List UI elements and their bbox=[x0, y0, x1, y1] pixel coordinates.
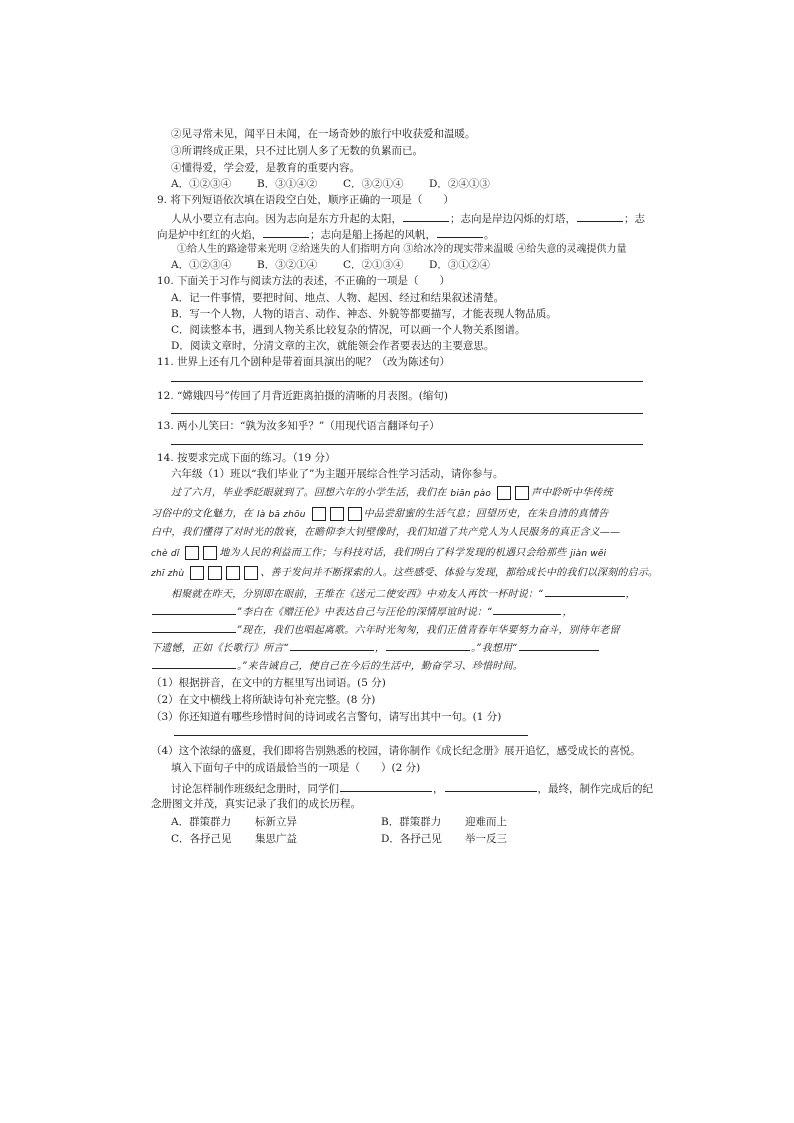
pinyin-bianpao: biān pào bbox=[450, 488, 492, 499]
answer-box[interactable] bbox=[497, 486, 511, 500]
q9-text: 人从小要立有志向。因为志向是东方升起的太阳， bbox=[171, 213, 402, 225]
passage-text: 。”来告诫自己，使自己在今后的生活中，勤奋学习、珍惜时间。 bbox=[237, 661, 523, 672]
q8-option-a[interactable]: A．①②③④ bbox=[171, 178, 232, 190]
q9-text: 。 bbox=[484, 229, 495, 241]
sentence-text: ，最终，制作完成后的纪 bbox=[537, 783, 653, 795]
q10-stem: 10. 下面关于习作与阅读方法的表述，不正确的一项是（ ） bbox=[157, 275, 451, 287]
q11-answer-line[interactable] bbox=[171, 381, 643, 382]
q9-option-d[interactable]: D．③①②④ bbox=[429, 259, 490, 271]
q9-option-a[interactable]: A．①②③④ bbox=[171, 259, 232, 271]
q14-passage-line6 bbox=[171, 586, 636, 601]
answer-box[interactable] bbox=[515, 486, 529, 500]
option-second: 标新立异 bbox=[255, 816, 297, 828]
q14-stem: 14. 按要求完成下面的练习。（19 分） bbox=[157, 452, 336, 464]
q14-sub4-sentence-2: 念册图文并茂，真实记录了我们的成长历程。 bbox=[151, 798, 361, 810]
q9-option-b[interactable]: B．③②①④ bbox=[257, 259, 318, 271]
poem-blank-5[interactable] bbox=[290, 640, 374, 651]
answer-box[interactable] bbox=[244, 566, 258, 580]
passage-text: ， bbox=[374, 643, 386, 654]
q14-option-b[interactable] bbox=[381, 816, 507, 829]
answer-box[interactable] bbox=[330, 507, 344, 521]
poem-blank-6[interactable] bbox=[386, 640, 470, 651]
answer-box[interactable] bbox=[348, 507, 362, 521]
passage-text: 、善于发问并不断探索的人。这些感受、体验与发现，都给成长中的我们以深刻的启示。 bbox=[260, 567, 659, 579]
q8-option-d[interactable]: D．②④①③ bbox=[429, 178, 490, 190]
q9-blank-4[interactable] bbox=[437, 227, 483, 238]
q14-sub2: （2）在文中横线上将所缺诗句补充完整。(8 分) bbox=[151, 694, 376, 706]
option-first: B．群策群力 bbox=[381, 816, 442, 828]
q10-option-c[interactable]: C．阅读整本书，遇到人物关系比较复杂的情况，可以画一个人物关系图谱。 bbox=[171, 324, 526, 336]
q11-stem: 11. 世界上还有几个剧种是带着面具演出的呢？（改为陈述句） bbox=[157, 356, 451, 368]
sentence-text: 讨论怎样制作班级纪念册时，同学们 bbox=[171, 783, 339, 795]
poem-blank-3[interactable] bbox=[493, 604, 561, 615]
q14-passage-line5 bbox=[151, 566, 658, 581]
option-second: 集思广益 bbox=[255, 833, 297, 845]
q14-intro: 六年级（1）班以“我们毕业了”为主题开展综合性学习活动，请你参与。 bbox=[171, 468, 504, 480]
q10-option-a[interactable]: A．记一件事情，要把时间、地点、人物、起因、经过和结果叙述清楚。 bbox=[171, 292, 505, 304]
q14-passage-line10 bbox=[151, 658, 523, 673]
q9-blank-2[interactable] bbox=[577, 211, 623, 222]
answer-box[interactable] bbox=[312, 507, 326, 521]
idiom-blank-2[interactable] bbox=[445, 781, 537, 792]
q9-paragraph-line1 bbox=[171, 211, 645, 226]
passage-text: ， bbox=[562, 607, 573, 618]
idiom-blank-1[interactable] bbox=[340, 781, 432, 792]
q14-option-d[interactable] bbox=[381, 833, 507, 846]
q14-passage-line8 bbox=[151, 622, 620, 637]
q14-sub3-answer-line[interactable] bbox=[174, 735, 528, 736]
passage-text: 中品尝甜蜜的生活气息；回望历史，在朱自清的真情告 bbox=[363, 508, 609, 520]
passage-text: 地为人民的利益而工作；与科技对话，我们明白了科学发现的机遇只会给那些 bbox=[219, 547, 567, 559]
passage-text: ”现在，我们也唱起离歌。六年时光匆匆，我们正值青春年华要努力奋斗，别待年老留 bbox=[237, 625, 620, 636]
passage-text: ， bbox=[625, 589, 636, 600]
q14-sub1: （1）根据拼音，在文中的方框里写出词语。(5 分) bbox=[151, 677, 386, 689]
answer-box[interactable] bbox=[190, 566, 204, 580]
option-second: 举一反三 bbox=[465, 833, 507, 845]
q9-text: ；志 bbox=[624, 213, 645, 225]
passage-text: 习俗中的文化魅力，在 bbox=[151, 508, 253, 520]
passage-text: 声中聆听中华传统 bbox=[531, 487, 613, 499]
passage-text: 过了六月，毕业季眨眼就到了。回想六年的小学生活，我们在 bbox=[171, 487, 447, 499]
q8-item-4: ④懂得爱，学会爱，是教育的重要内容。 bbox=[171, 162, 360, 174]
q12-answer-line[interactable] bbox=[171, 413, 643, 414]
answer-box[interactable] bbox=[203, 546, 217, 560]
q9-blank-3[interactable] bbox=[263, 227, 309, 238]
q14-passage-line4 bbox=[151, 546, 610, 561]
answer-box[interactable] bbox=[208, 566, 222, 580]
q14-sub3: （3）你还知道有哪些珍惜时间的诗词或名言警句，请写出其中一句。(1 分) bbox=[151, 711, 502, 723]
q10-option-d[interactable]: D．阅读文章时，分清文章的主次，就能领会作者要表达的主要意思。 bbox=[171, 340, 495, 352]
q14-passage-line3: 白中，我们懂得了对时光的散衰，在瞻仰李大钊壁像时，我们知道了共产党人为人民服务的真正含义—— bbox=[151, 527, 621, 538]
q8-option-c[interactable]: C．③②①④ bbox=[343, 178, 404, 190]
q8-item-2: ②见寻常未见，闻平日未闻，在一场奇妙的旅行中收获爱和温暖。 bbox=[171, 128, 476, 140]
passage-text: ”李白在《赠汪伦》中表达自己与汪伦的深情厚谊时说：“ bbox=[237, 607, 493, 618]
q9-option-c[interactable]: C．②①③④ bbox=[343, 259, 404, 271]
q9-blank-1[interactable] bbox=[403, 211, 449, 222]
passage-text: 下遗憾，正如《长歌行》所言“ bbox=[151, 643, 289, 654]
q13-stem: 13. 两小儿笑曰：“孰为汝多知乎？”（用现代语言翻译句子） bbox=[157, 420, 440, 432]
q14-option-a[interactable] bbox=[171, 816, 297, 829]
poem-blank-4[interactable] bbox=[152, 622, 236, 633]
pinyin-zhi-zhu: zhī zhù bbox=[151, 568, 185, 579]
option-second: 迎难而上 bbox=[465, 816, 507, 828]
q9-options bbox=[171, 259, 490, 272]
poem-blank-2[interactable] bbox=[152, 604, 236, 615]
q14-sub4-question: 填入下面句子中的成语最恰当的一项是（ ）(2 分) bbox=[171, 762, 421, 774]
passage-text: 。”我想用“ bbox=[471, 643, 518, 654]
poem-blank-1[interactable] bbox=[545, 586, 625, 597]
passage-text: 相聚就在昨天，分别即在眼前，王维在《送元二使安西》中劝友人再饮一杯时说：“ bbox=[171, 589, 544, 600]
q13-answer-line[interactable] bbox=[171, 444, 643, 445]
q10-option-b[interactable]: B．写一个人物，人物的语言、动作、神态、外貌等都要描写，才能表现人物品质。 bbox=[171, 308, 557, 320]
pinyin-jian-wei: jiàn wēi bbox=[570, 548, 607, 559]
q14-passage-line7 bbox=[151, 604, 573, 619]
q14-passage-line2 bbox=[151, 507, 608, 522]
answer-box[interactable] bbox=[185, 546, 199, 560]
q14-passage-line1 bbox=[171, 486, 613, 501]
q9-text: 向是炉中红红的火焰， bbox=[157, 229, 262, 241]
q9-paragraph-line2 bbox=[157, 227, 495, 242]
poem-blank-8[interactable] bbox=[152, 658, 236, 669]
q14-passage-line9 bbox=[151, 640, 600, 655]
q9-phrases: ①给人生的路途带来光明 ②给迷失的人们指明方向 ③给冰冷的现实带来温暖 ④给失意的灵魂提供力量 bbox=[177, 244, 627, 255]
q8-options bbox=[171, 178, 490, 191]
q14-option-c[interactable] bbox=[171, 833, 297, 846]
q9-text: ；志向是岸边闪烁的灯塔， bbox=[450, 213, 576, 225]
q8-item-3: ③所谓终成正果，只不过比别人多了无数的负累而已。 bbox=[171, 145, 423, 157]
q14-sub4: （4）这个浓绿的盛夏，我们即将告别熟悉的校园，请你制作《成长纪念册》展开追忆，感受成长的喜悦。 bbox=[151, 745, 641, 757]
q9-text: ；志向是船上扬起的风帆， bbox=[310, 229, 436, 241]
poem-blank-7[interactable] bbox=[519, 640, 599, 651]
pinyin-che-di: chè dǐ bbox=[151, 548, 180, 559]
q12-stem: 12. “嫦娥四号”传回了月背近距离拍摄的清晰的月表图。(缩句) bbox=[157, 390, 448, 402]
q14-sub4-sentence bbox=[171, 781, 653, 796]
sentence-text: ， bbox=[433, 783, 444, 795]
q9-stem: 9. 将下列短语依次填在语段空白处，顺序正确的一项是（ ） bbox=[157, 194, 454, 206]
q8-option-b[interactable]: B．③①④② bbox=[257, 178, 318, 190]
pinyin-laba-zhou: là bā zhōu bbox=[257, 509, 306, 520]
option-first: D．各抒己见 bbox=[381, 833, 442, 845]
option-first: A．群策群力 bbox=[171, 816, 232, 828]
option-first: C．各抒己见 bbox=[171, 833, 232, 845]
answer-box[interactable] bbox=[226, 566, 240, 580]
